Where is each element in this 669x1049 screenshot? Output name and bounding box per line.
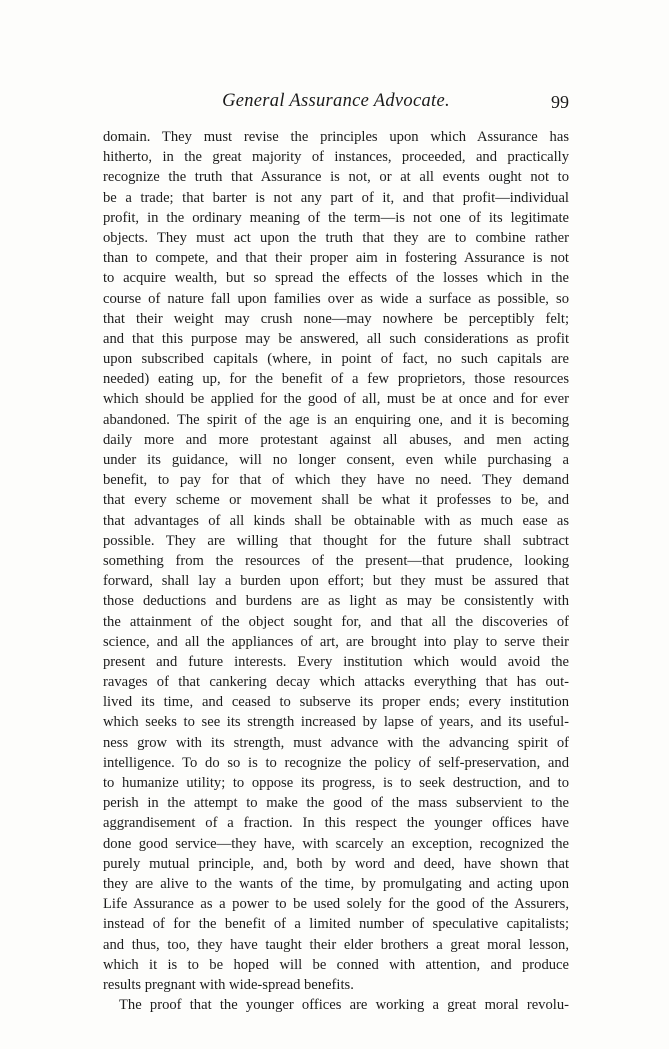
text-line: abandoned. The spirit of the age is an enquiring one, and it is becoming (103, 411, 569, 428)
text-line: that advantages of all kinds shall be obtainable with as much ease as (103, 512, 569, 529)
text-line: daily more and more protestant against all abuses, and men acting (103, 431, 569, 448)
text-line: they are alive to the wants of the time, by promulgating and acting upon (103, 875, 569, 892)
text-line: domain. They must revise the principles upon which Assurance has (103, 129, 569, 145)
text-line: instead of for the benefit of a limited number of speculative capitalists; (103, 916, 569, 933)
text-line: objects. They must act upon the truth that they are to combine rather (103, 229, 569, 246)
text-line: those deductions and burdens are as light as may be consistently with (103, 593, 569, 610)
paragraph-end-line: results pregnant with wide-spread benefits. (103, 976, 354, 993)
text-line: and thus, too, they have taught their elder brothers a great moral lesson, (103, 936, 569, 953)
text-line: needed) eating up, for the benefit of a few proprietors, those resources (103, 371, 569, 388)
text-line: forward, shall lay a burden upon effort; but they must be assured that (103, 573, 569, 590)
text-line: profit, in the ordinary meaning of the term—is not one of its legitimate (103, 209, 569, 226)
text-line: present and future interests. Every institution which would avoid the (103, 653, 569, 670)
text-line: the attainment of the object sought for, and that all the discoveries of (103, 613, 569, 630)
running-head (103, 91, 569, 115)
text-line: intelligence. To do so is to recognize the policy of self-preservation, and (103, 754, 569, 771)
text-line: to acquire wealth, but so spread the effects of the losses which in the (103, 270, 569, 287)
text-line: recognize the truth that Assurance is not, or at all events ought not to (103, 169, 569, 186)
text-line: possible. They are willing that thought for the future shall subtract (103, 532, 569, 549)
page-number: 99 (551, 92, 569, 112)
text-line: aggrandisement of a fraction. In this respect the younger offices have (103, 815, 569, 832)
text-line: which seeks to see its strength increased by lapse of years, and its useful- (103, 714, 569, 731)
text-line: upon subscribed capitals (where, in point of fact, no such capitals are (103, 351, 569, 368)
text-line: perish in the attempt to make the good of the mass subservient to the (103, 795, 569, 812)
text-line: and that this purpose may be answered, all such considerations as profit (103, 330, 569, 347)
text-line: hitherto, in the great majority of instances, proceeded, and practically (103, 149, 569, 166)
text-line: something from the resources of the present—that prudence, looking (103, 552, 569, 569)
text-line: that their weight may crush none—may nowhere be perceptibly felt; (103, 310, 569, 327)
text-line: benefit, to pay for that of which they have no need. They demand (103, 472, 569, 489)
text-line: course of nature fall upon families over as wide a surface as possible, so (103, 290, 569, 307)
text-line: which should be applied for the good of all, must be at once and for ever (103, 391, 569, 408)
text-line: purely mutual principle, and, both by word and deed, have shown that (103, 855, 569, 872)
paragraph-start-line: The proof that the younger offices are working a great moral revolu- (119, 997, 569, 1014)
text-line: than to compete, and that their proper aim in fostering Assurance is not (103, 250, 569, 267)
text-line: to humanize utility; to oppose its progress, is to seek destruction, and to (103, 775, 569, 791)
text-line: under its guidance, will no longer consent, even while purchasing a (103, 452, 569, 468)
text-line: science, and all the appliances of art, are brought into play to serve their (103, 633, 569, 650)
text-line: be a trade; that barter is not any part of it, and that profit—individual (103, 189, 569, 206)
body-text (103, 127, 569, 1015)
text-line: lived its time, and ceased to subserve its proper ends; every institution (103, 694, 569, 711)
text-line: ness grow with its strength, must advance with the advancing spirit of (103, 734, 569, 751)
text-line: done good service—they have, with scarcely an exception, recognized the (103, 835, 569, 852)
text-line: which it is to be hoped will be conned with attention, and produce (103, 956, 569, 973)
running-title: General Assurance Advocate. (222, 91, 450, 111)
text-line: ravages of that cankering decay which attacks everything that has out- (103, 674, 569, 691)
text-line: Life Assurance as a power to be used solely for the good of the Assurers, (103, 896, 569, 913)
text-line: that every scheme or movement shall be what it professes to be, and (103, 492, 569, 509)
